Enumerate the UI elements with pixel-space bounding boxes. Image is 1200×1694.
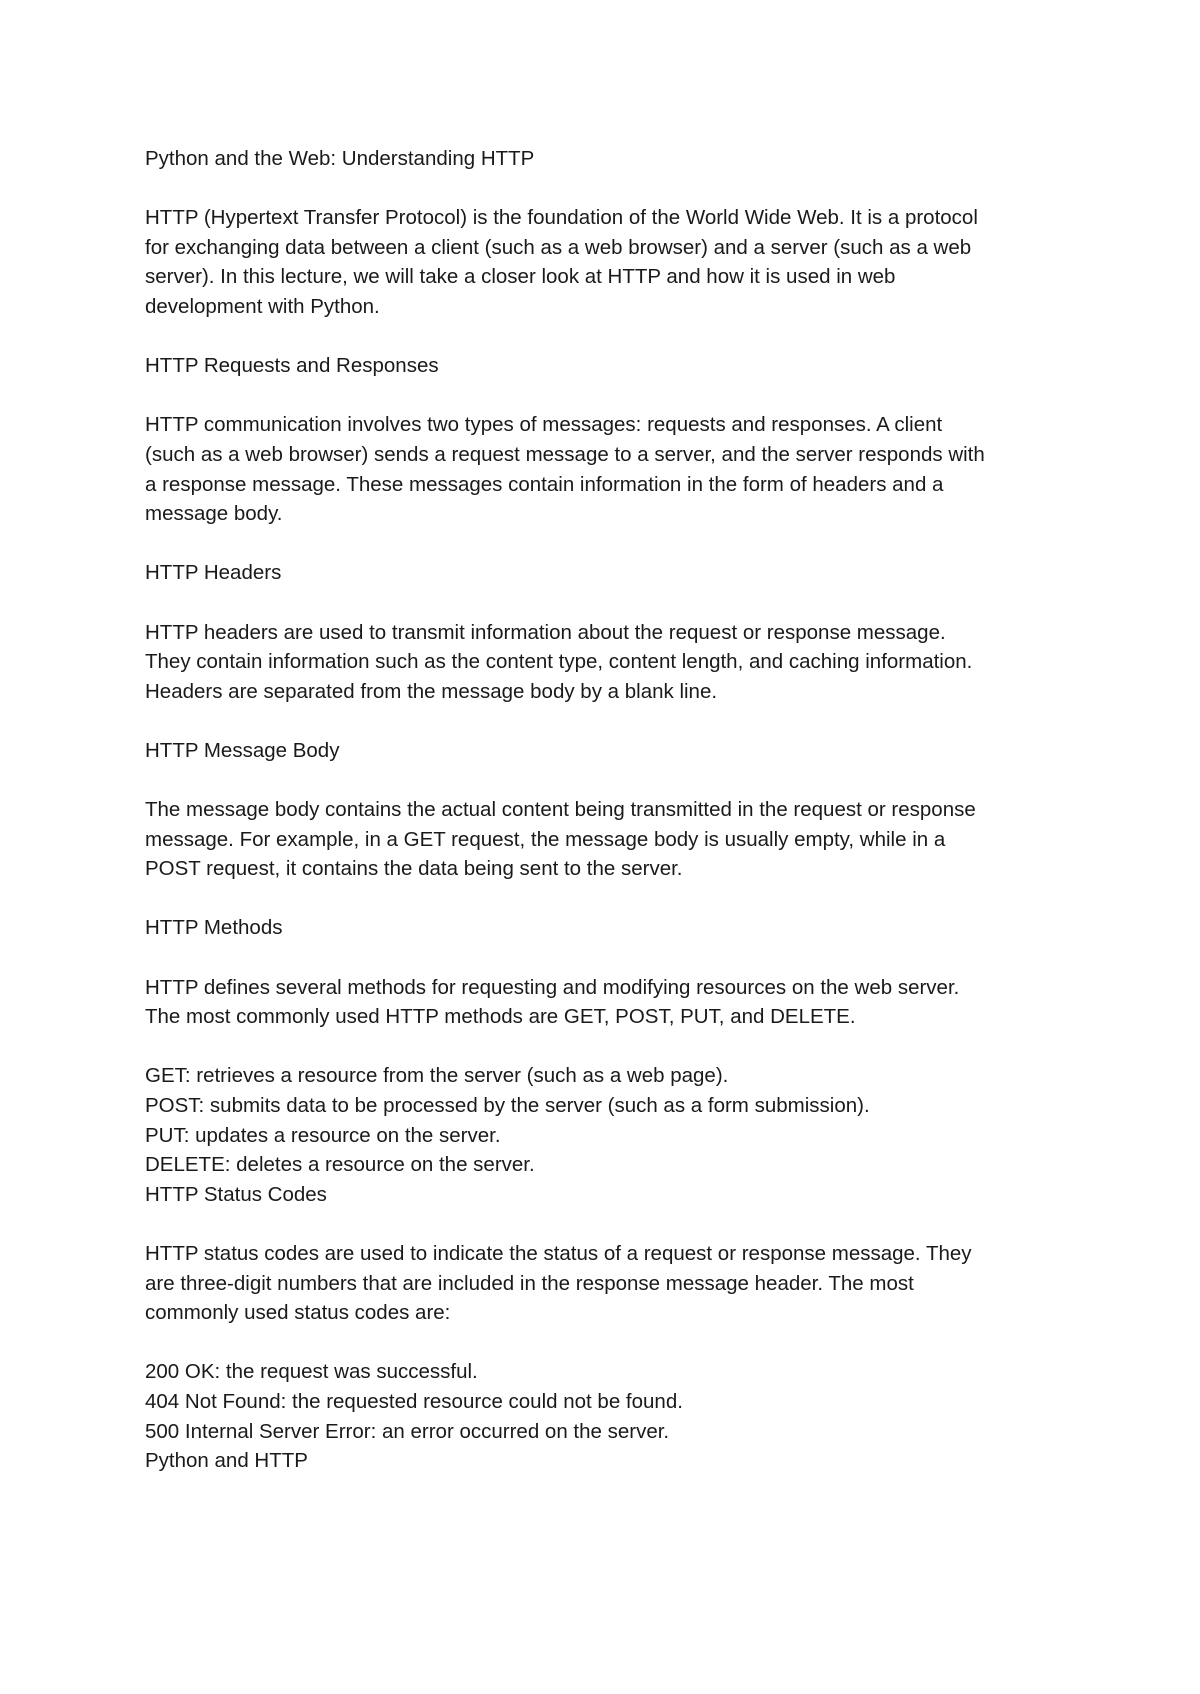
text-line: for exchanging data between a client (such as a web browser) and a server (such as a web	[145, 235, 972, 259]
intro-paragraph	[145, 203, 1075, 321]
text-line: message body.	[145, 502, 283, 526]
section-heading-methods: HTTP Methods	[145, 916, 283, 940]
section-heading-message-body: HTTP Message Body	[145, 738, 340, 762]
text-line: POST request, it contains the data being sent to the server.	[145, 857, 683, 881]
text-line: HTTP status codes are used to indicate the status of a request or response message. They	[145, 1241, 972, 1265]
text-line: The message body contains the actual content being transmitted in the request or response	[145, 798, 976, 822]
text-line: HTTP (Hypertext Transfer Protocol) is the foundation of the World Wide Web. It is a protocol	[145, 206, 978, 230]
list-item: PUT: updates a resource on the server.	[145, 1123, 501, 1147]
headers-paragraph	[145, 618, 1075, 707]
text-line: (such as a web browser) sends a request message to a server, and the server responds with	[145, 442, 985, 466]
list-item: 200 OK: the request was successful.	[145, 1360, 478, 1384]
text-line: message. For example, in a GET request, the message body is usually empty, while in a	[145, 827, 946, 851]
section-heading-python-http: Python and HTTP	[145, 1449, 308, 1473]
message-body-paragraph	[145, 795, 1075, 884]
text-line: HTTP communication involves two types of messages: requests and responses. A client	[145, 413, 943, 437]
text-line: server). In this lecture, we will take a closer look at HTTP and how it is used in web	[145, 265, 896, 289]
text-line: They contain information such as the content type, content length, and caching information.	[145, 650, 973, 674]
text-line: HTTP headers are used to transmit information about the request or response message.	[145, 620, 946, 644]
status-list	[145, 1357, 1075, 1475]
text-line: are three-digit numbers that are included in the response message header. The most	[145, 1271, 914, 1295]
methods-paragraph	[145, 973, 1075, 1032]
section-heading-requests: HTTP Requests and Responses	[145, 354, 439, 378]
requests-paragraph	[145, 410, 1075, 528]
text-line: Headers are separated from the message body by a blank line.	[145, 679, 718, 703]
status-paragraph	[145, 1239, 1075, 1328]
text-line: The most commonly used HTTP methods are GET, POST, PUT, and DELETE.	[145, 1005, 856, 1029]
text-line: a response message. These messages contain information in the form of headers and a	[145, 472, 944, 496]
document-title: Python and the Web: Understanding HTTP	[145, 147, 535, 170]
text-line: HTTP defines several methods for requesting and modifying resources on the web server.	[145, 975, 960, 999]
list-item: 404 Not Found: the requested resource could not be found.	[145, 1389, 683, 1413]
list-item: 500 Internal Server Error: an error occurred on the server.	[145, 1419, 670, 1443]
text-line: development with Python.	[145, 294, 380, 318]
document-content	[145, 144, 1075, 1476]
list-item: POST: submits data to be processed by the server (such as a form submission).	[145, 1094, 870, 1117]
methods-list	[145, 1061, 1075, 1209]
text-line: commonly used status codes are:	[145, 1301, 451, 1325]
list-item: GET: retrieves a resource from the server (such as a web page).	[145, 1064, 729, 1088]
section-heading-status-codes: HTTP Status Codes	[145, 1182, 327, 1206]
section-heading-headers: HTTP Headers	[145, 561, 282, 585]
list-item: DELETE: deletes a resource on the server.	[145, 1153, 535, 1177]
